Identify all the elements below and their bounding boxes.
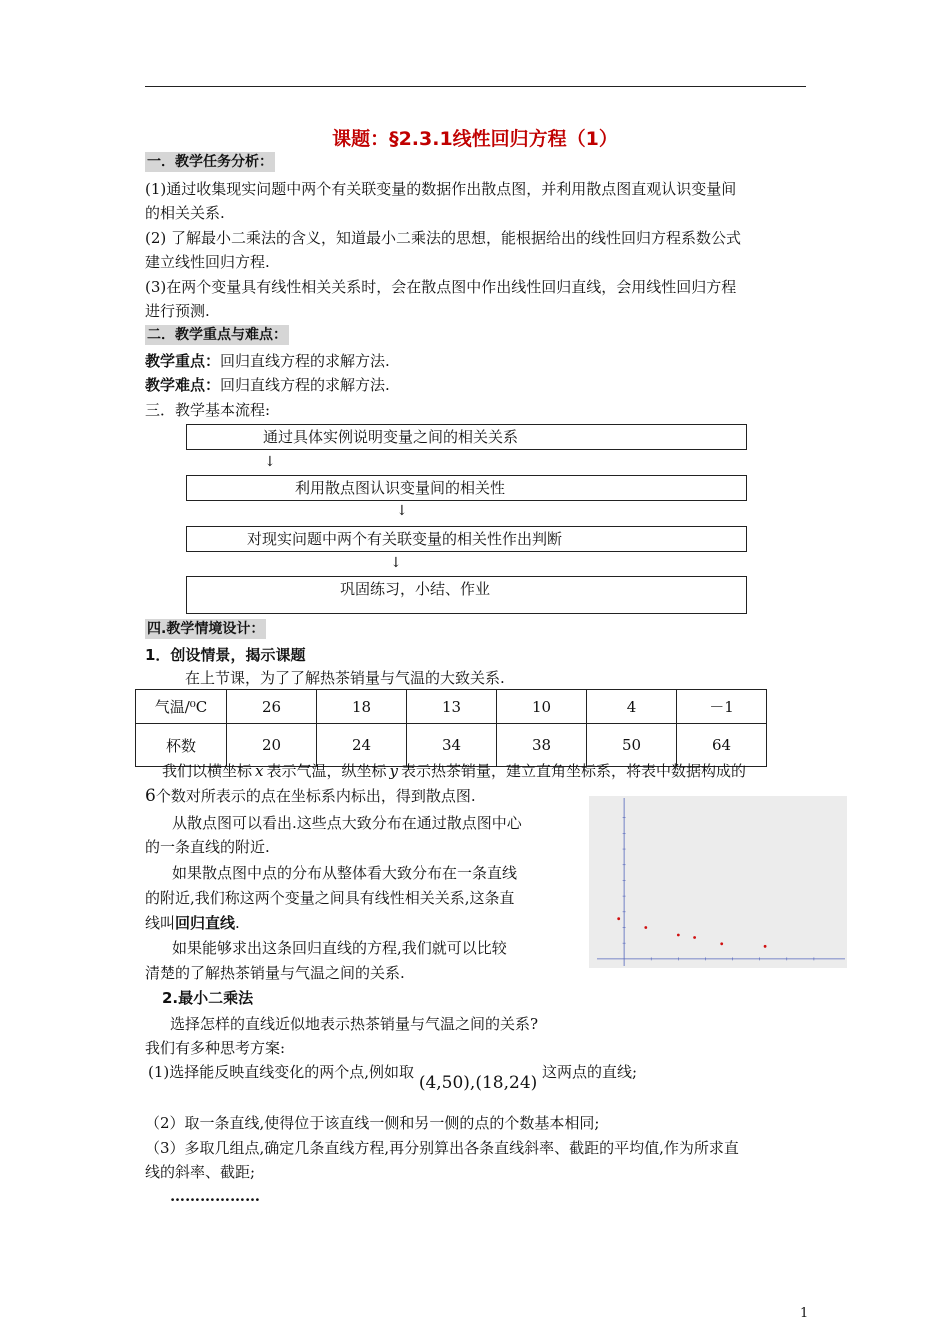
section2-heading: 二．教学重点与难点： (147, 327, 287, 343)
data-point (720, 942, 723, 945)
para1-text-c: 表示热茶销量，建立直角坐标系，将表中数据构成的 (400, 762, 746, 780)
flow-step-1 (186, 424, 747, 450)
table-cell: 34 (407, 724, 497, 767)
para1-line1 (162, 759, 746, 783)
plan-3-line1: （3）多取几组点,确定几条直线方程,再分别算出各条直线斜率、截距的平均值,作为所求直 (145, 1139, 739, 1157)
difficulty-label: 教学难点： (145, 376, 221, 394)
flow-step-2 (186, 475, 747, 501)
data-point (644, 926, 647, 929)
s1-line-3: (2) 了解最小二乘法的含义，知道最小二乘法的思想，能根据给出的线性回归方程系数公式 (145, 229, 742, 247)
table-cell: 18 (317, 690, 407, 724)
data-point (693, 936, 696, 939)
page-number: 1 (800, 1306, 809, 1321)
scatter-plot (589, 796, 847, 968)
key-point-line (145, 349, 390, 373)
flow-step-2-text: 利用散点图认识变量间的相关性 (295, 479, 506, 497)
table-row (136, 690, 767, 724)
table-cell: 64 (677, 724, 767, 767)
flow-step-4-text: 巩固练习，小结、作业 (340, 580, 491, 598)
table-cell: 38 (497, 724, 587, 767)
table-cell: 26 (227, 690, 317, 724)
para3-prefix: 线叫 (145, 914, 176, 932)
para1-text-a: 我们以横坐标 (162, 762, 253, 780)
var-x: x (255, 762, 264, 780)
flow-arrow-2: ↓ (396, 503, 408, 519)
plan-1 (148, 1060, 638, 1093)
key-point-text: 回归直线方程的求解方法. (220, 352, 390, 370)
table-cell: 气温/⁰C (136, 690, 227, 724)
plan-2: （2）取一条直线,使得位于该直线一侧和另一侧的点的个数基本相同; (145, 1114, 600, 1132)
table-cell: －1 (677, 690, 767, 724)
para4-line2: 清楚的了解热茶销量与气温之间的关系. (145, 964, 405, 982)
subsection-2-heading: 2.最小二乘法 (162, 989, 254, 1007)
ellipsis: ……………… (170, 1187, 260, 1205)
data-point (764, 945, 767, 948)
table-cell: 13 (407, 690, 497, 724)
s1-line-2: 的相关关系. (145, 204, 225, 222)
s1-line-4: 建立线性回归方程. (145, 253, 270, 271)
difficulty-text: 回归直线方程的求解方法. (220, 376, 390, 394)
number-six: 6 (145, 786, 156, 806)
table-cell: 24 (317, 724, 407, 767)
table-cell: 50 (587, 724, 677, 767)
para3-line3 (145, 911, 240, 935)
intro-text: 在上节课，为了了解热茶销量与气温的大致关系. (185, 669, 505, 687)
regression-line-term: 回归直线 (175, 914, 236, 932)
para1-text-d: 个数对所表示的点在坐标系内标出，得到散点图. (155, 787, 476, 805)
para3-line1: 如果散点图中点的分布从整体看大致分布在一条直线 (172, 864, 518, 882)
flow-step-3-text: 对现实问题中两个有关联变量的相关性作出判断 (247, 530, 563, 548)
s1-line-6: 进行预测. (145, 302, 210, 320)
difficulty-line (145, 373, 390, 397)
plans-intro: 我们有多种思考方案: (145, 1039, 286, 1057)
subsection-1-heading: 1．创设情景，揭示课题 (145, 646, 306, 664)
header-rule (145, 86, 806, 87)
page-title: 课题：§2.3.1线性回归方程（1） (332, 128, 618, 150)
flow-step-4 (186, 576, 747, 614)
table-cell: 10 (497, 690, 587, 724)
section1-heading: 一．教学任务分析： (147, 154, 273, 170)
section4-heading: 四.教学情境设计： (147, 621, 265, 637)
s1-line-1: (1)通过收集现实问题中两个有关联变量的数据作出散点图，并利用散点图直观认识变量间 (145, 180, 737, 198)
data-point (617, 917, 620, 920)
key-point-label: 教学重点： (145, 352, 221, 370)
para3-end: . (235, 914, 240, 932)
plan-1-text-b: 这两点的直线; (542, 1063, 638, 1081)
para4-line1: 如果能够求出这条回归直线的方程,我们就可以比较 (172, 939, 507, 957)
para1-line2 (145, 784, 476, 808)
para3-line2: 的附近,我们称这两个变量之间具有线性相关关系,这条直 (145, 889, 515, 907)
scatter-plot-svg (589, 796, 847, 968)
table-cell: 杯数 (136, 724, 227, 767)
table-cell: 20 (227, 724, 317, 767)
temperature-cups-table (135, 689, 767, 767)
flow-arrow-1: ↓ (264, 454, 276, 470)
question-text: 选择怎样的直线近似地表示热茶销量与气温之间的关系? (170, 1015, 539, 1033)
flow-step-1-text: 通过具体实例说明变量之间的相关关系 (263, 428, 519, 446)
para2-line2: 的一条直线的附近. (145, 838, 270, 856)
plan-1-points: (4,50),(18,24) (418, 1073, 538, 1093)
data-point (677, 934, 680, 937)
para2-line1: 从散点图可以看出.这些点大致分布在通过散点图中心 (172, 814, 522, 832)
flow-step-3 (186, 526, 747, 552)
section3-heading: 三．教学基本流程: (145, 401, 271, 419)
s1-line-5: (3)在两个变量具有线性相关关系时，会在散点图中作出线性回归直线，会用线性回归方程 (145, 278, 737, 296)
flow-arrow-3: ↓ (390, 555, 402, 571)
var-y: y (389, 762, 398, 780)
plan-1-text-a: (1)选择能反映直线变化的两个点,例如取 (148, 1063, 415, 1081)
plan-3-line2: 线的斜率、截距; (145, 1163, 256, 1181)
table-cell: 4 (587, 690, 677, 724)
para1-text-b: 表示气温，纵坐标 (266, 762, 387, 780)
